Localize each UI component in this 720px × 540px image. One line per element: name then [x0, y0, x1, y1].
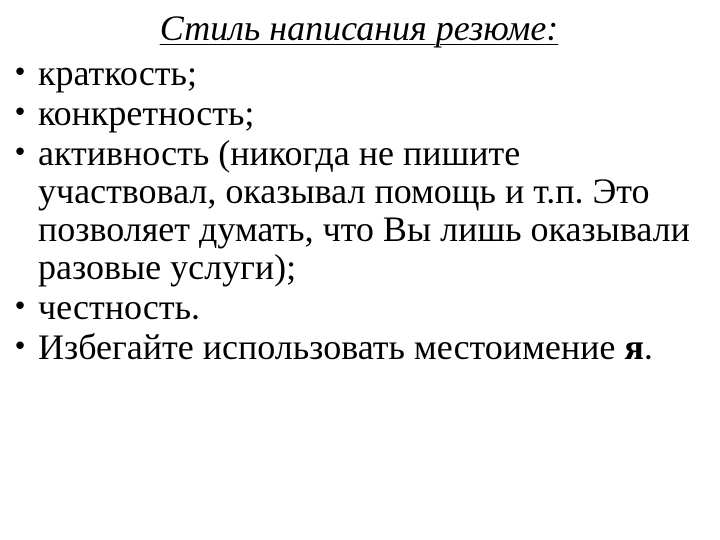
bullet-icon: • — [12, 98, 28, 128]
bullet-icon: • — [12, 58, 28, 88]
list-item-text: активность (никогда не пишите участвовал, оказывал помощь и т.п. Это позволяет думать, что Вы лишь оказывали разовые услуги); — [38, 133, 690, 287]
bullet-list — [10, 54, 690, 366]
list-item — [10, 54, 690, 92]
list-item — [10, 94, 690, 132]
bullet-icon: • — [12, 138, 28, 168]
list-item-suffix: . — [643, 327, 653, 367]
list-item — [10, 328, 690, 366]
list-item-text: Избегайте использовать местоимение — [38, 327, 625, 367]
emphasized-pronoun: я — [624, 327, 644, 367]
list-item-text: конкретность; — [38, 93, 255, 133]
bullet-icon: • — [12, 332, 28, 362]
list-item-text: честность. — [38, 287, 200, 327]
list-item — [10, 134, 690, 286]
list-item — [10, 288, 690, 326]
bullet-icon: • — [12, 292, 28, 322]
slide-title: Стиль написания резюме: — [159, 8, 559, 48]
list-item-text: краткость; — [38, 53, 197, 93]
